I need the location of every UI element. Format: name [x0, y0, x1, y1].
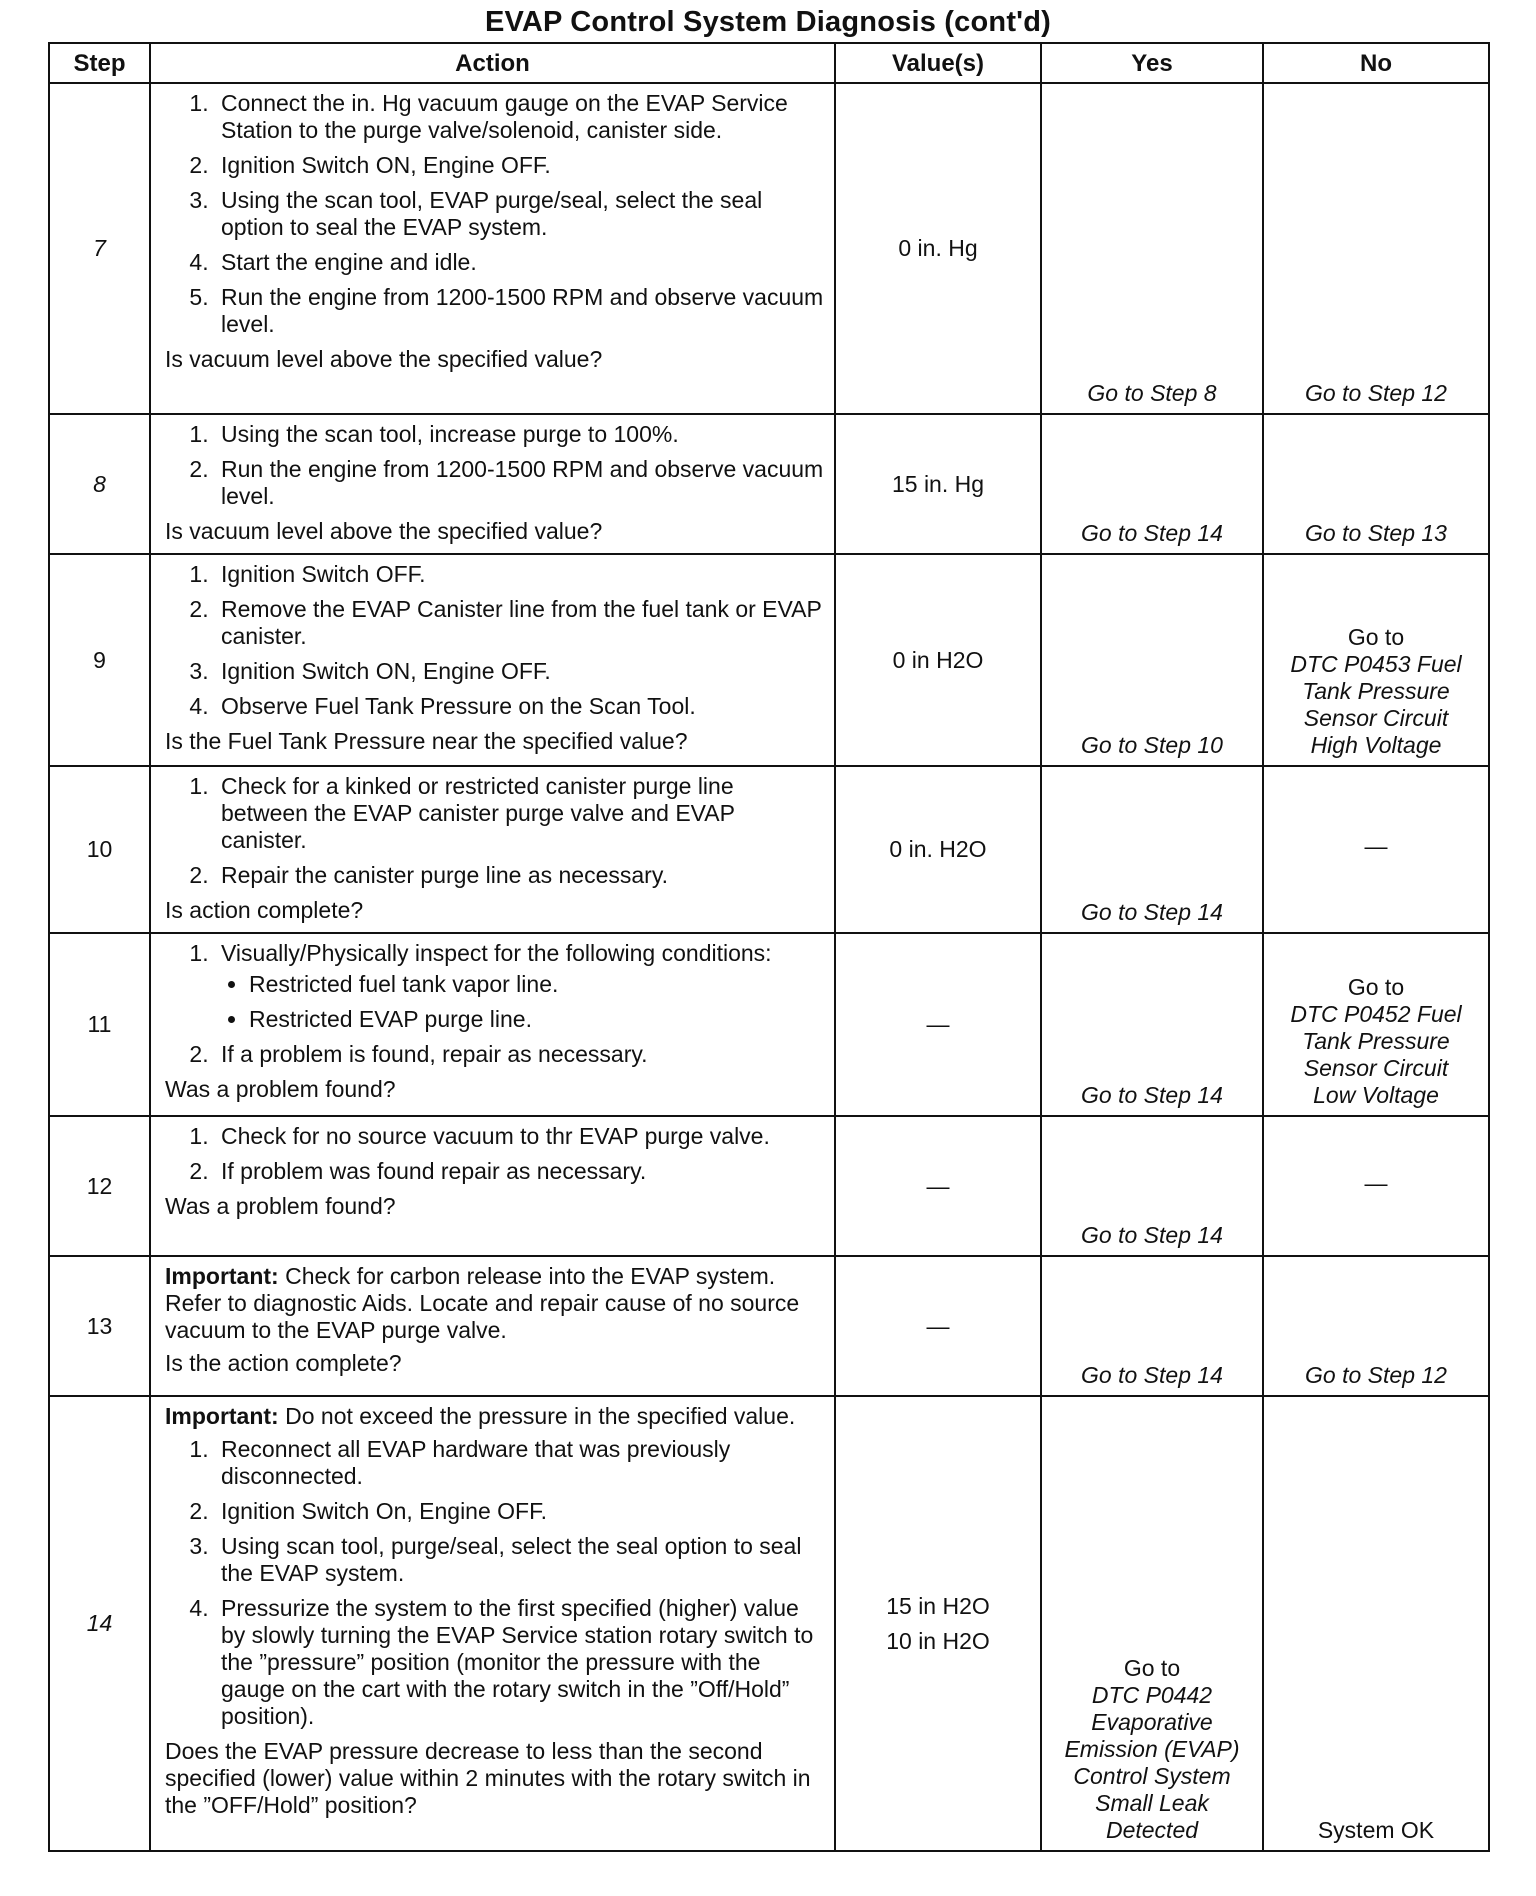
value-cell: —: [835, 1256, 1041, 1396]
value-cell: 0 in. H2O: [835, 766, 1041, 933]
list-item: [215, 940, 826, 1033]
action-cell: [150, 766, 835, 933]
header-no: No: [1263, 43, 1489, 83]
dtc-line: High Voltage: [1310, 732, 1442, 758]
table-row: [49, 1256, 1489, 1396]
no-cell: —: [1263, 1116, 1489, 1256]
important-label: Important:: [165, 1403, 279, 1429]
table-row: [49, 1116, 1489, 1256]
yes-cell: [1041, 1396, 1263, 1851]
table-row: [49, 83, 1489, 414]
action-cell: [150, 1256, 835, 1396]
value-high: 15 in H2O: [886, 1592, 990, 1619]
list-item: • Restricted EVAP purge line.: [249, 1006, 826, 1033]
action-cell: [150, 1116, 835, 1256]
step-number: 12: [49, 1116, 150, 1256]
list-item: 1. Connect the in. Hg vacuum gauge on the EVAP Service Station to the purge valve/solenoid, canister side.: [215, 90, 826, 144]
dtc-line: Control System: [1073, 1763, 1231, 1789]
action-cell: [150, 554, 835, 766]
list-item: 3. Using scan tool, purge/seal, select the seal option to seal the EVAP system.: [215, 1533, 826, 1587]
action-cell: [150, 1396, 835, 1851]
value-cell: —: [835, 933, 1041, 1116]
list-item: 3. Using the scan tool, EVAP purge/seal, select the seal option to seal the EVAP system.: [215, 187, 826, 241]
dtc-line: DTC P0442: [1091, 1682, 1213, 1708]
value-cell: 0 in H2O: [835, 554, 1041, 766]
no-cell: —: [1263, 766, 1489, 933]
list-item: 3. Ignition Switch ON, Engine OFF.: [215, 658, 826, 685]
list-item: 2. Run the engine from 1200-1500 RPM and observe vacuum level.: [215, 456, 826, 510]
dtc-line: Emission (EVAP): [1064, 1736, 1240, 1762]
list-item: 4. Start the engine and idle.: [215, 249, 826, 276]
question-text: Is vacuum level above the specified value?: [165, 346, 603, 372]
important-text: Check for carbon release into the EVAP system. Refer to diagnostic Aids. Locate and repair cause of no source vacuum to the EVAP purge valve.: [165, 1263, 800, 1343]
value-cell: [835, 1396, 1041, 1851]
no-cell: System OK: [1263, 1396, 1489, 1851]
list-item: 1. Check for no source vacuum to thr EVAP purge valve.: [215, 1123, 826, 1150]
question-text: Was a problem found?: [165, 1193, 396, 1219]
step-number: 9: [49, 554, 150, 766]
important-note: [165, 1403, 826, 1430]
header-row: [49, 43, 1489, 83]
yes-cell: Go to Step 10: [1041, 554, 1263, 766]
action-list: [165, 773, 826, 889]
dtc-line: Low Voltage: [1313, 1082, 1439, 1108]
action-list: [165, 1436, 826, 1730]
dtc-line: Sensor Circuit: [1303, 1055, 1449, 1081]
dtc-line: Evaporative: [1091, 1709, 1213, 1735]
list-item: 2. Ignition Switch On, Engine OFF.: [215, 1498, 826, 1525]
action-cell: [150, 414, 835, 554]
value-cell: 0 in. Hg: [835, 83, 1041, 414]
list-item: 2. Ignition Switch ON, Engine OFF.: [215, 152, 826, 179]
action-cell: [150, 83, 835, 414]
important-text: Do not exceed the pressure in the specified value.: [285, 1403, 796, 1429]
list-item: 1. Reconnect all EVAP hardware that was previously disconnected.: [215, 1436, 826, 1490]
yes-cell: Go to Step 14: [1041, 1256, 1263, 1396]
dtc-line: Small Leak: [1095, 1790, 1209, 1816]
list-item: 1. Ignition Switch OFF.: [215, 561, 826, 588]
list-item: 2. If a problem is found, repair as necessary.: [215, 1041, 826, 1068]
header-yes: Yes: [1041, 43, 1263, 83]
table-row: [49, 1396, 1489, 1851]
list-item: 1. Check for a kinked or restricted canister purge line between the EVAP canister purge valve and EVAP canister.: [215, 773, 826, 854]
question-text: Was a problem found?: [165, 1076, 396, 1102]
diagnosis-table: [48, 42, 1490, 1852]
goto-label: Go to: [1347, 974, 1405, 1000]
no-cell: Go to Step 12: [1263, 83, 1489, 414]
no-cell: Go to Step 12: [1263, 1256, 1489, 1396]
question-text: Is action complete?: [165, 897, 364, 923]
header-step: Step: [49, 43, 150, 83]
value-low: 10 in H2O: [886, 1627, 990, 1654]
condition-list: [221, 971, 826, 1033]
question-text: Does the EVAP pressure decrease to less than the second specified (lower) value within 2 minutes with the rotary switch in the ”OFF/Hold” position?: [165, 1738, 811, 1818]
step-number: 11: [49, 933, 150, 1116]
action-list: [165, 1123, 826, 1185]
question-text: Is the Fuel Tank Pressure near the specified value?: [165, 728, 688, 754]
goto-label: Go to: [1347, 624, 1405, 650]
action-list: [165, 90, 826, 338]
list-item: • Restricted fuel tank vapor line.: [249, 971, 826, 998]
page-title: EVAP Control System Diagnosis (cont'd): [484, 6, 1052, 38]
step-number: 14: [49, 1396, 150, 1851]
list-item: 5. Run the engine from 1200-1500 RPM and observe vacuum level.: [215, 284, 826, 338]
dtc-line: DTC P0453 Fuel: [1290, 651, 1462, 677]
important-label: Important:: [165, 1263, 279, 1289]
table-row: [49, 554, 1489, 766]
value-cell: 15 in. Hg: [835, 414, 1041, 554]
step-number: 10: [49, 766, 150, 933]
goto-label: Go to: [1123, 1655, 1181, 1681]
action-cell: [150, 933, 835, 1116]
no-cell: [1263, 933, 1489, 1116]
question-text: Is vacuum level above the specified value?: [165, 518, 603, 544]
table-row: [49, 414, 1489, 554]
dtc-line: Tank Pressure: [1302, 1028, 1450, 1054]
dtc-line: Tank Pressure: [1302, 678, 1450, 704]
step-number: 8: [49, 414, 150, 554]
action-text: Visually/Physically inspect for the following conditions:: [221, 940, 772, 966]
header-values: Value(s): [835, 43, 1041, 83]
table-row: [49, 766, 1489, 933]
list-item: 2. Remove the EVAP Canister line from the fuel tank or EVAP canister.: [215, 596, 826, 650]
action-list: [165, 561, 826, 720]
important-note: [165, 1263, 826, 1344]
dtc-line: Detected: [1105, 1817, 1199, 1843]
no-cell: [1263, 554, 1489, 766]
list-item: 4. Observe Fuel Tank Pressure on the Scan Tool.: [215, 693, 826, 720]
dtc-line: Sensor Circuit: [1303, 705, 1449, 731]
step-number: 13: [49, 1256, 150, 1396]
no-cell: Go to Step 13: [1263, 414, 1489, 554]
yes-cell: Go to Step 14: [1041, 933, 1263, 1116]
yes-cell: Go to Step 8: [1041, 83, 1263, 414]
list-item: 4. Pressurize the system to the first specified (higher) value by slowly turning the EVAP Service station rotary switch to the ”pressure” position (monitor the pressure with the gauge on the cart with the rotary switch in the ”Off/Hold” position).: [215, 1595, 826, 1730]
list-item: 1. Using the scan tool, increase purge to 100%.: [215, 421, 826, 448]
action-list: [165, 940, 826, 1068]
question-text: Is the action complete?: [165, 1350, 402, 1376]
step-number: 7: [49, 83, 150, 414]
dtc-line: DTC P0452 Fuel: [1290, 1001, 1462, 1027]
yes-cell: Go to Step 14: [1041, 414, 1263, 554]
action-list: [165, 421, 826, 510]
header-action: Action: [150, 43, 835, 83]
table-row: [49, 933, 1489, 1116]
yes-cell: Go to Step 14: [1041, 1116, 1263, 1256]
list-item: 2. If problem was found repair as necessary.: [215, 1158, 826, 1185]
list-item: 2. Repair the canister purge line as necessary.: [215, 862, 826, 889]
yes-cell: Go to Step 14: [1041, 766, 1263, 933]
value-cell: —: [835, 1116, 1041, 1256]
